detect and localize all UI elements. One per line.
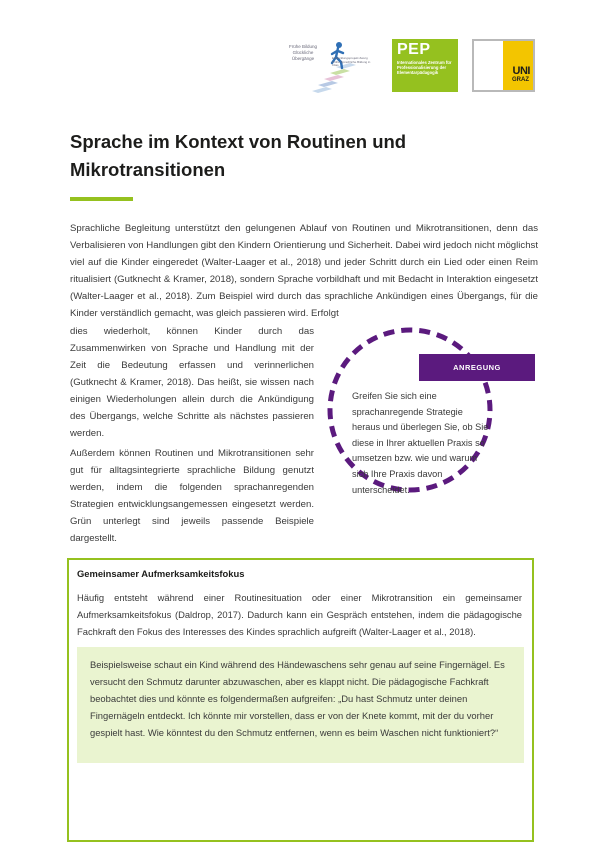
intro-paragraph: Sprachliche Begleitung unterstützt den gelungenen Ablauf von Routinen und Mikrotransitionen, denn das Verbalisieren von Handlungen gibt den Kindern Orientierung und Sicherheit. Dabei wird jedoch nicht möglichst viel auf die Kinder eingeredet (Walter-Laager et al., 2018) und jeder Schritt durch ein Lied oder einen Reim ritualisiert (Gutknecht & Kramer, 2018), sondern Sprache vorbildhaft und mit Bedacht in Interaktion eingesetzt (Walter-Laager et al., 2018). Zum Beispiel wird durch das sprachliche Ankündigen eines Übergangs, für die Kinder verständlich gemacht, was gleich passieren wird. Erfolgt: [70, 223, 538, 319]
steps-logo-text: Frühe Bildung Glückliche Übergänge: [288, 44, 318, 61]
example-text: Beispielsweise schaut ein Kind während des Händewaschens sehr genau auf seine Fingernägel. Es versucht den Schmutz darunter abzuwaschen, aber es klappt nicht. Die pädagogische Fachkraft beobachtet dies und könnte es folgendermaßen aufgreifen: „Du hast Schmutz unter deinen Fingernägeln entdeckt. Ich könnte mir vorstellen, dass er von der Knete kommt, mit der du vorher gespielt hast. Wie könntest du den Schmutz entfernen, wenn es beim Waschen nicht funktioniert?“: [90, 659, 505, 738]
example-panel: [77, 647, 524, 763]
pep-logo: [392, 39, 458, 92]
uni-graz-logo: [472, 39, 535, 92]
uni-graz-logo-line2: GRAZ: [512, 77, 529, 83]
column-paragraph-1: dies wiederholt, können Kinder durch das Zusammenwirken von Sprache und Handlung mit der Zeit die Bedeutung erfassen und verinnerlichen (Gutknecht & Kramer, 2018). Das heißt, sie wissen nach einigen Wiederholungen allein durch die Ankündigung des Übergangs, welche Schritte als nächstes passieren werden.: [70, 326, 314, 439]
column-paragraph-2: Außerdem können Routinen und Mikrotransitionen sehr gut für alltagsintegrierte sprachliche Bildung genutzt werden, indem die folgenden sprachanregenden Strategien entwicklungsangemessen eingesetzt werden. Grün unterlegt sind jeweils passende Beispiele dargestellt.: [70, 448, 314, 544]
strategy-text: Häufig entsteht während einer Routinesituation oder einer Mikrotransition ein gemeinsamer Aufmerksamkeitsfokus (Daldrop, 2017). Dadurch kann ein Gespräch entstehen, indem die pädagogische Fachkraft den Fokus des Interesses des Kindes sprachlich aufgreift (Walter-Laager et al., 2018).: [77, 592, 522, 637]
pep-logo-subtitle: Internationales Zentrum für Professionalisierung der Elementarpädagogik: [397, 60, 452, 75]
logo-bar: [0, 37, 606, 93]
steps-logo-subtext: Entwicklungsprojekt Zwerg Frühe Sprachliche Bildung in Kitas: [332, 56, 371, 68]
anregung-label: ANREGUNG: [419, 354, 535, 381]
title-accent-bar: [70, 197, 133, 201]
pep-logo-title: PEP: [397, 41, 431, 58]
steps-logo: [282, 37, 378, 93]
strategy-box: [67, 558, 534, 842]
anregung-text: Greifen Sie sich eine sprachanregende Strategie heraus und überlegen Sie, ob Sie diese in Ihrer aktuellen Praxis so umsetzen bzw. wie und warum sich Ihre Praxis davon unterscheidet.: [352, 391, 489, 495]
strategy-title: Gemeinsamer Aufmerksamkeitsfokus: [77, 568, 245, 579]
uni-graz-logo-line1: UNI: [512, 65, 530, 77]
page-title: Sprache im Kontext von Routinen und Mikrotransitionen: [70, 131, 407, 180]
